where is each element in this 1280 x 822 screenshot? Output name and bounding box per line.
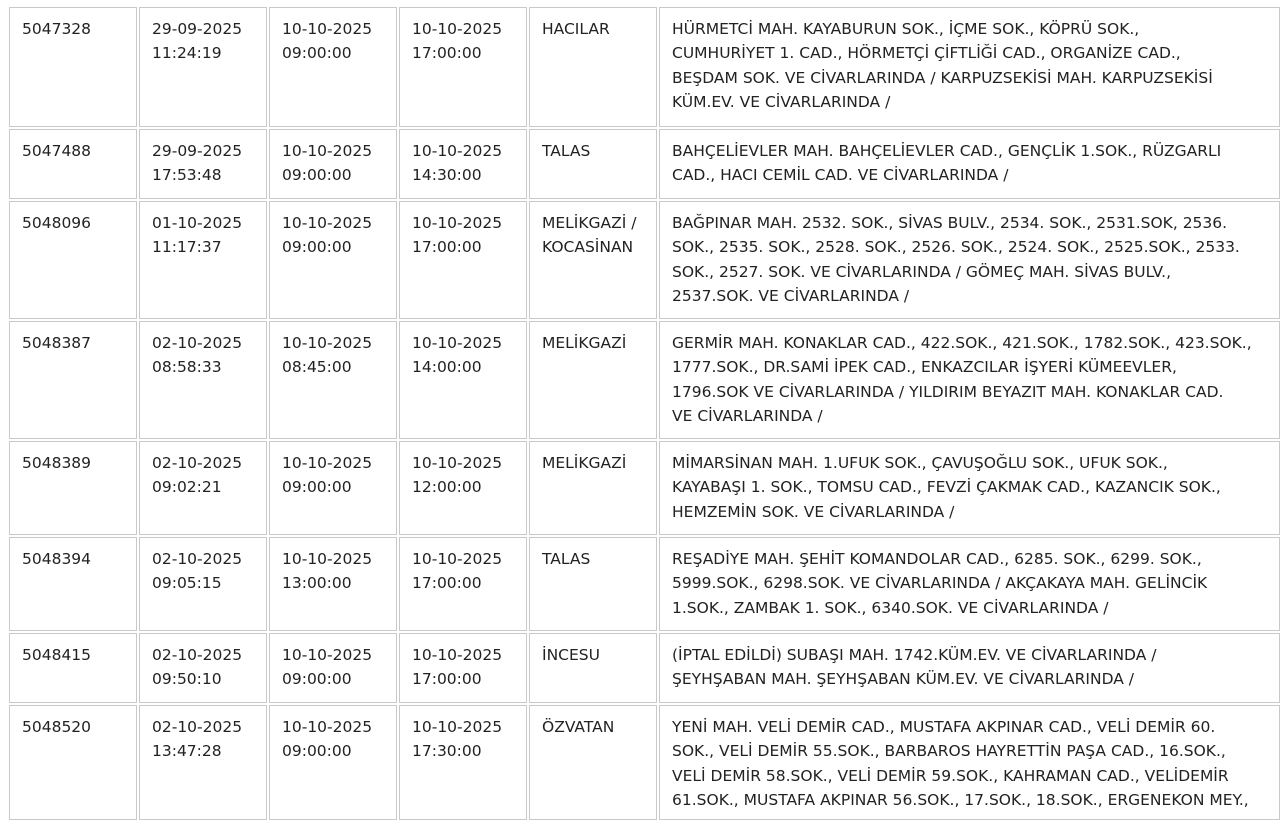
outage-table: [7, 5, 1280, 822]
outage-id-cell: 5048520: [9, 705, 137, 820]
start-datetime-cell: 10-10-2025 09:00:00: [269, 441, 397, 535]
created-datetime-cell: 02-10-2025 09:50:10: [139, 633, 267, 703]
affected-area-cell: HÜRMETCİ MAH. KAYABURUN SOK., İÇME SOK., KÖPRÜ SOK., CUMHURİYET 1. CAD., HÖRMETÇİ ÇİFTLİĞİ CAD., ORGANİZE CAD., BEŞDAM SOK. VE CİVARLARINDA / KARPUZSEKİSİ MAH. KARPUZSEKİSİ KÜM.EV. VE CİVARLARINDA /: [659, 7, 1280, 127]
created-datetime-cell: 02-10-2025 09:02:21: [139, 441, 267, 535]
created-datetime-cell: 02-10-2025 13:47:28: [139, 705, 267, 820]
affected-area-cell: (İPTAL EDİLDİ) SUBAŞI MAH. 1742.KÜM.EV. VE CİVARLARINDA / ŞEYHŞABAN MAH. ŞEYHŞABAN KÜM.EV. VE CİVARLARINDA /: [659, 633, 1280, 703]
outage-id-cell: 5048387: [9, 321, 137, 439]
start-datetime-cell: 10-10-2025 13:00:00: [269, 537, 397, 631]
table-row: [9, 441, 1280, 535]
end-datetime-cell: 10-10-2025 17:30:00: [399, 705, 527, 820]
created-datetime-cell: 29-09-2025 11:24:19: [139, 7, 267, 127]
end-datetime-cell: 10-10-2025 14:30:00: [399, 129, 527, 199]
created-datetime-cell: 02-10-2025 08:58:33: [139, 321, 267, 439]
district-cell: MELİKGAZİ / KOCASİNAN: [529, 201, 657, 319]
table-row: [9, 201, 1280, 319]
outage-table-container: [7, 5, 1280, 822]
start-datetime-cell: 10-10-2025 09:00:00: [269, 7, 397, 127]
outage-id-cell: 5047488: [9, 129, 137, 199]
affected-area-cell: MİMARSİNAN MAH. 1.UFUK SOK., ÇAVUŞOĞLU SOK., UFUK SOK., KAYABAŞI 1. SOK., TOMSU CAD., FEVZİ ÇAKMAK CAD., KAZANCIK SOK., HEMZEMİN SOK. VE CİVARLARINDA /: [659, 441, 1280, 535]
affected-area-cell: BAĞPINAR MAH. 2532. SOK., SİVAS BULV., 2534. SOK., 2531.SOK, 2536. SOK., 2535. SOK., 2528. SOK., 2526. SOK., 2524. SOK., 2525.SOK., 2533. SOK., 2527. SOK. VE CİVARLARINDA / GÖMEÇ MAH. SİVAS BULV., 2537.SOK. VE CİVARLARINDA /: [659, 201, 1280, 319]
outage-id-cell: 5048394: [9, 537, 137, 631]
start-datetime-cell: 10-10-2025 08:45:00: [269, 321, 397, 439]
start-datetime-cell: 10-10-2025 09:00:00: [269, 633, 397, 703]
end-datetime-cell: 10-10-2025 17:00:00: [399, 537, 527, 631]
table-row: [9, 129, 1280, 199]
table-row: [9, 537, 1280, 631]
created-datetime-cell: 29-09-2025 17:53:48: [139, 129, 267, 199]
outage-id-cell: 5047328: [9, 7, 137, 127]
district-cell: TALAS: [529, 537, 657, 631]
end-datetime-cell: 10-10-2025 17:00:00: [399, 7, 527, 127]
affected-area-cell: YENİ MAH. VELİ DEMİR CAD., MUSTAFA AKPINAR CAD., VELİ DEMİR 60. SOK., VELİ DEMİR 55.SOK., BARBAROS HAYRETTİN PAŞA CAD., 16.SOK., VELİ DEMİR 58.SOK., VELİ DEMİR 59.SOK., KAHRAMAN CAD., VELİDEMİR 61.SOK., MUSTAFA AKPINAR 56.SOK., 17.SOK., 18.SOK., ERGENEKON MEY.,: [659, 705, 1280, 820]
affected-area-cell: BAHÇELİEVLER MAH. BAHÇELİEVLER CAD., GENÇLİK 1.SOK., RÜZGARLI CAD., HACI CEMİL CAD. VE CİVARLARINDA /: [659, 129, 1280, 199]
start-datetime-cell: 10-10-2025 09:00:00: [269, 129, 397, 199]
outage-id-cell: 5048389: [9, 441, 137, 535]
end-datetime-cell: 10-10-2025 14:00:00: [399, 321, 527, 439]
district-cell: HACILAR: [529, 7, 657, 127]
table-row: [9, 7, 1280, 127]
end-datetime-cell: 10-10-2025 17:00:00: [399, 201, 527, 319]
outage-table-body: [9, 7, 1280, 820]
start-datetime-cell: 10-10-2025 09:00:00: [269, 201, 397, 319]
created-datetime-cell: 01-10-2025 11:17:37: [139, 201, 267, 319]
district-cell: TALAS: [529, 129, 657, 199]
district-cell: ÖZVATAN: [529, 705, 657, 820]
end-datetime-cell: 10-10-2025 12:00:00: [399, 441, 527, 535]
table-row: [9, 633, 1280, 703]
affected-area-cell: GERMİR MAH. KONAKLAR CAD., 422.SOK., 421.SOK., 1782.SOK., 423.SOK., 1777.SOK., DR.SAMİ İPEK CAD., ENKAZCILAR İŞYERİ KÜMEEVLER, 1796.SOK VE CİVARLARINDA / YILDIRIM BEYAZIT MAH. KONAKLAR CAD. VE CİVARLARINDA /: [659, 321, 1280, 439]
district-cell: MELİKGAZİ: [529, 441, 657, 535]
created-datetime-cell: 02-10-2025 09:05:15: [139, 537, 267, 631]
outage-id-cell: 5048096: [9, 201, 137, 319]
start-datetime-cell: 10-10-2025 09:00:00: [269, 705, 397, 820]
table-row: [9, 321, 1280, 439]
outage-id-cell: 5048415: [9, 633, 137, 703]
end-datetime-cell: 10-10-2025 17:00:00: [399, 633, 527, 703]
district-cell: İNCESU: [529, 633, 657, 703]
affected-area-cell: REŞADİYE MAH. ŞEHİT KOMANDOLAR CAD., 6285. SOK., 6299. SOK., 5999.SOK., 6298.SOK. VE CİVARLARINDA / AKÇAKAYA MAH. GELİNCİK 1.SOK., ZAMBAK 1. SOK., 6340.SOK. VE CİVARLARINDA /: [659, 537, 1280, 631]
district-cell: MELİKGAZİ: [529, 321, 657, 439]
